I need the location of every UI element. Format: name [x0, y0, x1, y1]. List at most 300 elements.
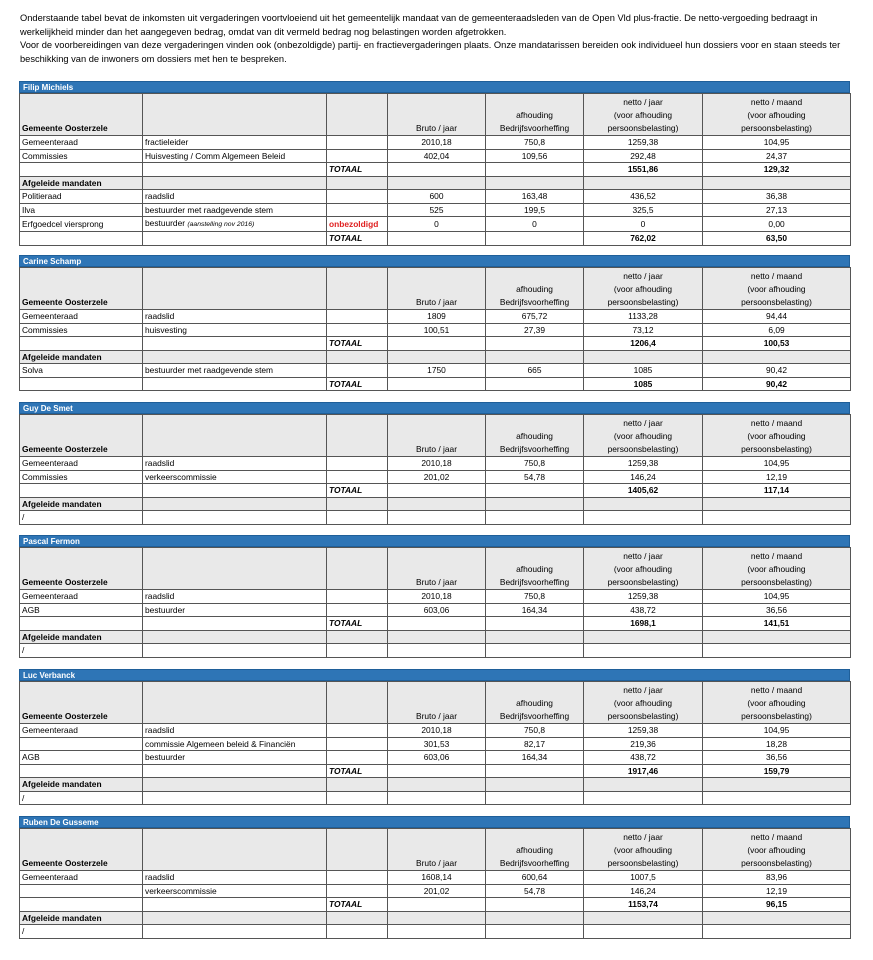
slash-cell: / [20, 511, 143, 525]
flag-cell [327, 590, 388, 604]
empty-cell [703, 630, 851, 644]
bruto-cell: 100,51 [388, 323, 486, 337]
netto-jaar-cell: 292,48 [584, 149, 703, 163]
col-bruto-header: Bruto / jaar [388, 548, 486, 590]
flag-cell: onbezoldigd [327, 217, 388, 232]
bruto-cell: 201,02 [388, 470, 486, 484]
empty-cell [584, 176, 703, 190]
bruto-cell: 2010,18 [388, 724, 486, 738]
netto-jaar-cell: 73,12 [584, 323, 703, 337]
empty-cell [327, 350, 388, 364]
col-flag-header [327, 94, 388, 136]
empty-cell [327, 644, 388, 658]
empty-cell [703, 511, 851, 525]
flag-cell [327, 724, 388, 738]
total-netto-maand: 117,14 [703, 484, 851, 498]
afhouding-label-2: Bedrijfsvoorheffing [499, 444, 570, 454]
bruto-cell: 1608,14 [388, 871, 486, 885]
netto-maand-label-3: persoonsbelasting) [741, 858, 812, 868]
function-cell: verkeerscommissie [143, 884, 327, 898]
total-netto-maand: 141,51 [703, 617, 851, 631]
col-netto-jaar-header [584, 268, 703, 310]
column-header-row [20, 415, 851, 457]
netto-maand-cell: 36,56 [703, 603, 851, 617]
flag-cell [327, 457, 388, 471]
empty-cell [327, 630, 388, 644]
total-label: TOTAAL [327, 617, 388, 631]
netto-maand-cell: 24,37 [703, 149, 851, 163]
netto-jaar-label-1: netto / jaar [623, 271, 663, 281]
afhouding-cell: 54,78 [486, 470, 584, 484]
member-block [19, 255, 850, 391]
bruto-cell: 301,53 [388, 737, 486, 751]
netto-jaar-cell: 146,24 [584, 470, 703, 484]
netto-maand-cell: 83,96 [703, 871, 851, 885]
total-row [20, 337, 851, 351]
function-text: bestuurder [145, 218, 186, 228]
empty-cell [143, 791, 327, 805]
afhouding-label-2: Bedrijfsvoorheffing [499, 123, 570, 133]
empty-cell [20, 163, 143, 177]
total-netto-maand: 100,53 [703, 337, 851, 351]
empty-cell [327, 511, 388, 525]
table-row [20, 136, 851, 150]
afgeleide-header-row [20, 497, 851, 511]
afhouding-label-1: afhouding [516, 564, 553, 574]
empty-cell [143, 764, 327, 778]
afgeleide-label: Afgeleide mandaten [20, 778, 143, 792]
body-cell: Gemeenteraad [20, 310, 143, 324]
afgeleide-header-row [20, 630, 851, 644]
afhouding-cell: 164,34 [486, 603, 584, 617]
member-block [19, 535, 850, 658]
member-block [19, 669, 850, 805]
empty-cell [143, 511, 327, 525]
col-gemeente-header: Gemeente Oosterzele [20, 94, 143, 136]
netto-jaar-cell: 1259,38 [584, 136, 703, 150]
member-name-header: Guy De Smet [19, 402, 850, 414]
empty-cell [703, 925, 851, 939]
netto-jaar-cell: 325,5 [584, 203, 703, 217]
col-netto-maand-header [703, 268, 851, 310]
col-afhouding-header [486, 682, 584, 724]
netto-jaar-cell: 1085 [584, 364, 703, 378]
function-text: bestuurder met raadgevende stem [145, 204, 274, 215]
afhouding-cell: 600,64 [486, 871, 584, 885]
netto-jaar-cell: 1133,28 [584, 310, 703, 324]
netto-maand-label-1: netto / maand [750, 832, 803, 842]
intro-paragraph-2: Voor de voorbereidingen van deze vergaderingen vinden ook (onbezoldigde) partij- en fractievergaderingen plaats. Onze mandatarissen bereiden ook individueel hun dossiers voor en staan steeds ter beschikking van de inwoners om dossiers met hen te bespreken. [20, 40, 841, 64]
body-cell: Erfgoedcel viersprong [20, 217, 143, 232]
empty-cell [584, 511, 703, 525]
col-netto-maand-header [703, 94, 851, 136]
flag-cell [327, 751, 388, 765]
total-netto-jaar: 1206,4 [584, 337, 703, 351]
body-cell: Gemeenteraad [20, 724, 143, 738]
total-netto-jaar: 1917,46 [584, 764, 703, 778]
netto-maand-label-2: (voor afhouding [747, 698, 806, 708]
empty-cell [486, 484, 584, 498]
empty-cell [388, 497, 486, 511]
member-block [19, 816, 850, 939]
total-netto-jaar: 1405,62 [584, 484, 703, 498]
empty-cell [143, 484, 327, 498]
netto-jaar-label-2: (voor afhouding [613, 564, 673, 574]
afhouding-label-2: Bedrijfsvoorheffing [499, 297, 570, 307]
empty-cell [20, 617, 143, 631]
empty-cell [486, 176, 584, 190]
empty-cell [486, 337, 584, 351]
netto-maand-cell: 94,44 [703, 310, 851, 324]
bruto-cell: 2010,18 [388, 590, 486, 604]
empty-cell [584, 630, 703, 644]
flag-cell [327, 737, 388, 751]
col-function-header [143, 415, 327, 457]
afgeleide-header-row [20, 911, 851, 925]
empty-cell [486, 163, 584, 177]
empty-cell [703, 644, 851, 658]
table-row [20, 364, 851, 378]
table-row [20, 737, 851, 751]
afhouding-cell: 665 [486, 364, 584, 378]
total-netto-jaar: 1698,1 [584, 617, 703, 631]
empty-cell [20, 898, 143, 912]
netto-jaar-cell: 1259,38 [584, 457, 703, 471]
afhouding-label-1: afhouding [516, 284, 553, 294]
netto-jaar-label-3: persoonsbelasting) [607, 577, 679, 587]
column-header-row [20, 94, 851, 136]
bruto-cell: 402,04 [388, 149, 486, 163]
bruto-cell: 600 [388, 190, 486, 204]
afhouding-cell: 82,17 [486, 737, 584, 751]
netto-jaar-cell: 1007,5 [584, 871, 703, 885]
afgeleide-header-row [20, 176, 851, 190]
netto-maand-label-2: (voor afhouding [747, 110, 806, 120]
empty-cell [584, 778, 703, 792]
afhouding-cell: 199,5 [486, 203, 584, 217]
netto-maand-label-1: netto / maand [750, 418, 803, 428]
table-row [20, 149, 851, 163]
netto-jaar-cell: 0 [584, 217, 703, 232]
function-cell: Huisvesting / Comm Algemeen Beleid [143, 149, 327, 163]
empty-cell [143, 176, 327, 190]
body-cell: AGB [20, 751, 143, 765]
bruto-cell: 201,02 [388, 884, 486, 898]
col-bruto-header: Bruto / jaar [388, 94, 486, 136]
afhouding-cell: 54,78 [486, 884, 584, 898]
column-header-row [20, 682, 851, 724]
flag-cell [327, 470, 388, 484]
netto-jaar-label-1: netto / jaar [623, 832, 663, 842]
total-row [20, 377, 851, 391]
empty-cell [486, 497, 584, 511]
netto-maand-cell: 36,56 [703, 751, 851, 765]
empty-cell [143, 497, 327, 511]
netto-maand-label-1: netto / maand [750, 97, 803, 107]
total-label: TOTAAL [327, 898, 388, 912]
col-function-header [143, 548, 327, 590]
netto-maand-label-1: netto / maand [750, 271, 803, 281]
empty-cell [388, 791, 486, 805]
body-cell: Ilva [20, 203, 143, 217]
netto-jaar-label-2: (voor afhouding [613, 698, 673, 708]
empty-cell [584, 644, 703, 658]
function-text: raadslid [145, 191, 175, 202]
empty-cell [486, 350, 584, 364]
netto-jaar-label-3: persoonsbelasting) [607, 297, 679, 307]
netto-maand-label-2: (voor afhouding [747, 284, 806, 294]
income-table [19, 414, 851, 525]
netto-jaar-label-1: netto / jaar [623, 418, 663, 428]
empty-cell [327, 925, 388, 939]
empty-cell [486, 911, 584, 925]
netto-jaar-label-2: (voor afhouding [613, 431, 673, 441]
empty-cell [486, 778, 584, 792]
empty-cell [703, 911, 851, 925]
empty-cell [486, 617, 584, 631]
total-label: TOTAAL [327, 163, 388, 177]
netto-maand-cell: 104,95 [703, 724, 851, 738]
function-note: (aanstelling nov 2016) [187, 221, 255, 228]
empty-cell [327, 911, 388, 925]
col-gemeente-header: Gemeente Oosterzele [20, 829, 143, 871]
total-row [20, 764, 851, 778]
netto-maand-label-2: (voor afhouding [747, 431, 806, 441]
afgeleide-header-row [20, 778, 851, 792]
netto-jaar-cell: 146,24 [584, 884, 703, 898]
afgeleide-label: Afgeleide mandaten [20, 176, 143, 190]
netto-jaar-cell: 1259,38 [584, 724, 703, 738]
empty-cell [486, 791, 584, 805]
netto-maand-cell: 0,00 [703, 217, 851, 232]
col-gemeente-header: Gemeente Oosterzele [20, 682, 143, 724]
afhouding-cell: 750,8 [486, 457, 584, 471]
function-cell: fractieleider [143, 136, 327, 150]
flag-cell [327, 136, 388, 150]
col-afhouding-header [486, 94, 584, 136]
body-cell: Solva [20, 364, 143, 378]
empty-cell [584, 925, 703, 939]
bruto-cell: 603,06 [388, 751, 486, 765]
col-afhouding-header [486, 548, 584, 590]
empty-cell [327, 497, 388, 511]
body-cell: Gemeenteraad [20, 590, 143, 604]
body-cell [20, 737, 143, 751]
netto-maand-label-2: (voor afhouding [747, 564, 806, 574]
empty-cell [388, 778, 486, 792]
total-label: TOTAAL [327, 484, 388, 498]
empty-cell [388, 617, 486, 631]
col-function-header [143, 682, 327, 724]
col-bruto-header: Bruto / jaar [388, 415, 486, 457]
netto-jaar-label-2: (voor afhouding [613, 110, 673, 120]
netto-maand-label-3: persoonsbelasting) [741, 123, 812, 133]
total-row [20, 232, 851, 246]
empty-cell [388, 764, 486, 778]
body-cell [20, 884, 143, 898]
col-afhouding-header [486, 829, 584, 871]
slash-cell: / [20, 791, 143, 805]
afhouding-cell: 750,8 [486, 590, 584, 604]
col-flag-header [327, 415, 388, 457]
netto-jaar-label-3: persoonsbelasting) [607, 444, 679, 454]
netto-jaar-label-3: persoonsbelasting) [607, 711, 679, 721]
table-row [20, 884, 851, 898]
netto-maand-cell: 104,95 [703, 590, 851, 604]
member-name-header: Filip Michiels [19, 81, 850, 93]
column-header-row [20, 268, 851, 310]
netto-maand-label-3: persoonsbelasting) [741, 711, 812, 721]
netto-jaar-label-1: netto / jaar [623, 551, 663, 561]
empty-cell [388, 925, 486, 939]
function-cell [143, 364, 327, 378]
empty-cell [388, 337, 486, 351]
afhouding-cell: 750,8 [486, 724, 584, 738]
member-name-header: Pascal Fermon [19, 535, 850, 547]
function-cell: raadslid [143, 457, 327, 471]
body-cell: Politieraad [20, 190, 143, 204]
empty-cell [584, 350, 703, 364]
afhouding-cell: 675,72 [486, 310, 584, 324]
table-row [20, 470, 851, 484]
empty-cell [486, 377, 584, 391]
empty-cell [20, 764, 143, 778]
afgeleide-label: Afgeleide mandaten [20, 497, 143, 511]
netto-jaar-label-2: (voor afhouding [613, 845, 673, 855]
netto-jaar-label-3: persoonsbelasting) [607, 858, 679, 868]
intro-text [20, 12, 860, 66]
flag-cell [327, 310, 388, 324]
afgeleide-label: Afgeleide mandaten [20, 630, 143, 644]
flag-cell [327, 884, 388, 898]
total-row [20, 617, 851, 631]
income-table [19, 93, 851, 246]
column-header-row [20, 829, 851, 871]
empty-cell [388, 484, 486, 498]
table-row [20, 310, 851, 324]
function-cell: commissie Algemeen beleid & Financiën [143, 737, 327, 751]
empty-cell [388, 176, 486, 190]
netto-jaar-cell: 438,72 [584, 603, 703, 617]
total-netto-jaar: 1153,74 [584, 898, 703, 912]
afgeleide-label: Afgeleide mandaten [20, 350, 143, 364]
col-bruto-header: Bruto / jaar [388, 829, 486, 871]
afhouding-cell: 163,48 [486, 190, 584, 204]
empty-cell [486, 232, 584, 246]
function-cell [143, 217, 327, 232]
empty-cell [327, 176, 388, 190]
body-cell: Gemeenteraad [20, 136, 143, 150]
col-netto-jaar-header [584, 548, 703, 590]
afhouding-cell: 27,39 [486, 323, 584, 337]
empty-cell [388, 232, 486, 246]
col-bruto-header: Bruto / jaar [388, 682, 486, 724]
income-table [19, 681, 851, 805]
netto-maand-label-3: persoonsbelasting) [741, 444, 812, 454]
function-cell: huisvesting [143, 323, 327, 337]
empty-cell [703, 176, 851, 190]
slash-cell: / [20, 925, 143, 939]
afhouding-cell: 750,8 [486, 136, 584, 150]
empty-cell [143, 925, 327, 939]
empty-cell [20, 337, 143, 351]
col-netto-maand-header [703, 548, 851, 590]
function-cell: bestuurder [143, 751, 327, 765]
body-cell: Commissies [20, 323, 143, 337]
empty-cell [143, 337, 327, 351]
flag-cell [327, 149, 388, 163]
afhouding-cell: 164,34 [486, 751, 584, 765]
empty-cell [703, 350, 851, 364]
total-label: TOTAAL [327, 337, 388, 351]
empty-cell [486, 630, 584, 644]
empty-cell [388, 163, 486, 177]
total-netto-maand: 96,15 [703, 898, 851, 912]
member-name-header: Ruben De Gusseme [19, 816, 850, 828]
body-cell: Commissies [20, 470, 143, 484]
empty-derived-row [20, 511, 851, 525]
table-row [20, 751, 851, 765]
function-cell: raadslid [143, 590, 327, 604]
netto-jaar-cell: 219,36 [584, 737, 703, 751]
empty-cell [327, 778, 388, 792]
empty-cell [20, 232, 143, 246]
empty-cell [20, 377, 143, 391]
total-netto-jaar: 1551,86 [584, 163, 703, 177]
empty-cell [143, 163, 327, 177]
empty-cell [143, 350, 327, 364]
total-label: TOTAAL [327, 377, 388, 391]
netto-maand-label-1: netto / maand [750, 551, 803, 561]
body-cell: Gemeenteraad [20, 457, 143, 471]
empty-cell [486, 644, 584, 658]
bruto-cell: 2010,18 [388, 457, 486, 471]
flag-cell [327, 323, 388, 337]
empty-cell [388, 350, 486, 364]
table-row [20, 871, 851, 885]
bruto-cell: 525 [388, 203, 486, 217]
afhouding-label-2: Bedrijfsvoorheffing [499, 711, 570, 721]
empty-cell [388, 630, 486, 644]
netto-jaar-cell: 1259,38 [584, 590, 703, 604]
empty-cell [143, 898, 327, 912]
total-netto-maand: 90,42 [703, 377, 851, 391]
netto-maand-cell: 27,13 [703, 203, 851, 217]
empty-cell [388, 511, 486, 525]
empty-cell [143, 232, 327, 246]
flag-cell [327, 203, 388, 217]
empty-cell [703, 497, 851, 511]
empty-cell [486, 764, 584, 778]
afhouding-label-1: afhouding [516, 110, 553, 120]
income-table [19, 267, 851, 391]
function-cell: bestuurder [143, 603, 327, 617]
total-label: TOTAAL [327, 232, 388, 246]
netto-maand-cell: 12,19 [703, 884, 851, 898]
function-cell [143, 203, 327, 217]
empty-cell [143, 377, 327, 391]
empty-cell [143, 644, 327, 658]
col-netto-jaar-header [584, 415, 703, 457]
total-row [20, 484, 851, 498]
member-block [19, 402, 850, 525]
body-cell: AGB [20, 603, 143, 617]
empty-cell [327, 791, 388, 805]
netto-maand-label-3: persoonsbelasting) [741, 577, 812, 587]
afhouding-label-2: Bedrijfsvoorheffing [499, 858, 570, 868]
table-row [20, 190, 851, 204]
col-netto-maand-header [703, 415, 851, 457]
